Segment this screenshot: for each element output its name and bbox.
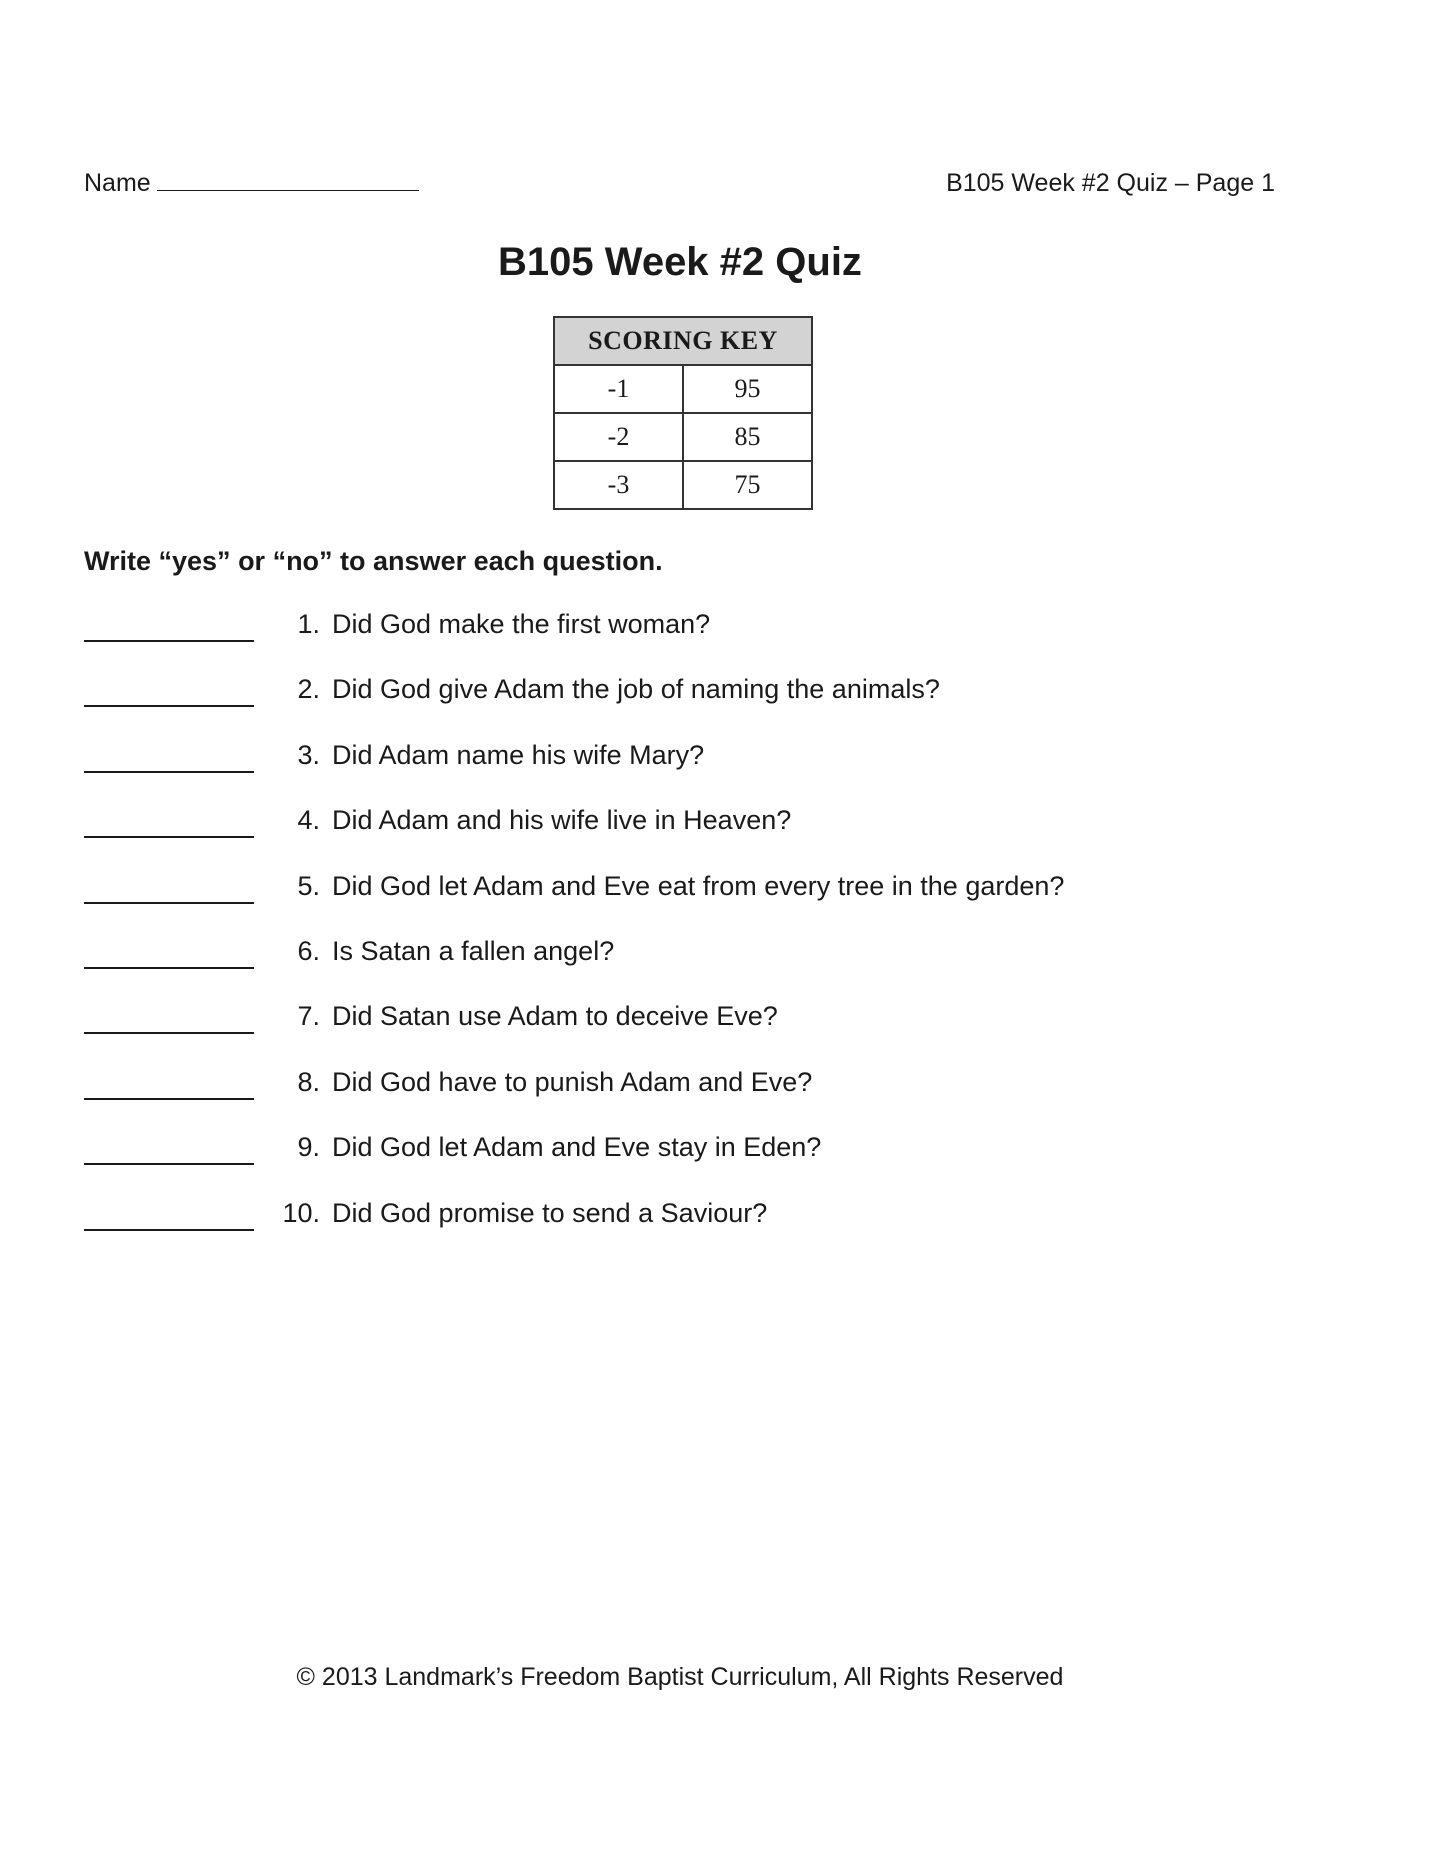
question-text: Did God let Adam and Eve eat from every tree in the garden? <box>332 870 1065 901</box>
answer-blank[interactable] <box>84 640 254 642</box>
question-text: Did God make the first woman? <box>332 609 711 639</box>
question-item <box>84 1129 1184 1194</box>
question-number: 7. <box>297 1001 320 1032</box>
question-item <box>84 802 1184 867</box>
question-item <box>84 1064 1184 1129</box>
question-list <box>84 606 1184 1260</box>
score-cell: 95 <box>683 365 812 413</box>
scoring-key-table <box>553 316 813 510</box>
answer-blank[interactable] <box>84 902 254 904</box>
name-field-area <box>84 168 419 198</box>
question-number: 8. <box>297 1066 320 1097</box>
question-item <box>84 606 1184 671</box>
answer-blank[interactable] <box>84 967 254 969</box>
scoring-key-row <box>554 413 812 461</box>
question-item <box>84 998 1184 1063</box>
scoring-key-row <box>554 461 812 509</box>
question-text: Did God have to punish Adam and Eve? <box>332 1066 813 1097</box>
score-cell: 75 <box>683 461 812 509</box>
answer-blank[interactable] <box>84 1032 254 1034</box>
name-blank[interactable] <box>157 168 419 191</box>
deduction-cell: -1 <box>554 365 683 413</box>
question-text: Did God let Adam and Eve stay in Eden? <box>332 1132 822 1163</box>
question-text: Did Adam name his wife Mary? <box>332 739 705 770</box>
page-header-label: B105 Week #2 Quiz – Page 1 <box>946 169 1275 197</box>
deduction-cell: -2 <box>554 413 683 461</box>
answer-blank[interactable] <box>84 771 254 773</box>
question-text: Did God promise to send a Saviour? <box>332 1197 768 1228</box>
question-number: 6. <box>297 935 320 966</box>
question-text: Is Satan a fallen angel? <box>332 935 615 966</box>
answer-blank[interactable] <box>84 836 254 838</box>
question-item <box>84 737 1184 802</box>
instructions: Write “yes” or “no” to answer each question. <box>84 546 663 576</box>
page-title: B105 Week #2 Quiz <box>498 240 862 284</box>
answer-blank[interactable] <box>84 1229 254 1231</box>
question-text: Did Satan use Adam to deceive Eve? <box>332 1001 778 1032</box>
answer-blank[interactable] <box>84 1163 254 1165</box>
copyright-footer: © 2013 Landmark’s Freedom Baptist Curriculum, All Rights Reserved <box>296 1663 1064 1691</box>
answer-blank[interactable] <box>84 1098 254 1100</box>
question-number: 3. <box>297 739 320 770</box>
question-number: 10. <box>282 1197 320 1228</box>
scoring-key-row <box>554 365 812 413</box>
question-number: 1. <box>297 609 320 639</box>
question-number: 2. <box>297 674 320 705</box>
question-item <box>84 1195 1184 1260</box>
scoring-key-heading: SCORING KEY <box>554 317 812 365</box>
name-label: Name <box>84 169 151 197</box>
score-cell: 85 <box>683 413 812 461</box>
question-item <box>84 868 1184 933</box>
question-number: 5. <box>297 870 320 901</box>
question-number: 9. <box>297 1132 320 1163</box>
answer-blank[interactable] <box>84 705 254 707</box>
question-number: 4. <box>297 805 320 836</box>
question-item <box>84 933 1184 998</box>
deduction-cell: -3 <box>554 461 683 509</box>
question-text: Did God give Adam the job of naming the animals? <box>332 674 940 705</box>
question-text: Did Adam and his wife live in Heaven? <box>332 805 792 836</box>
question-item <box>84 671 1184 736</box>
